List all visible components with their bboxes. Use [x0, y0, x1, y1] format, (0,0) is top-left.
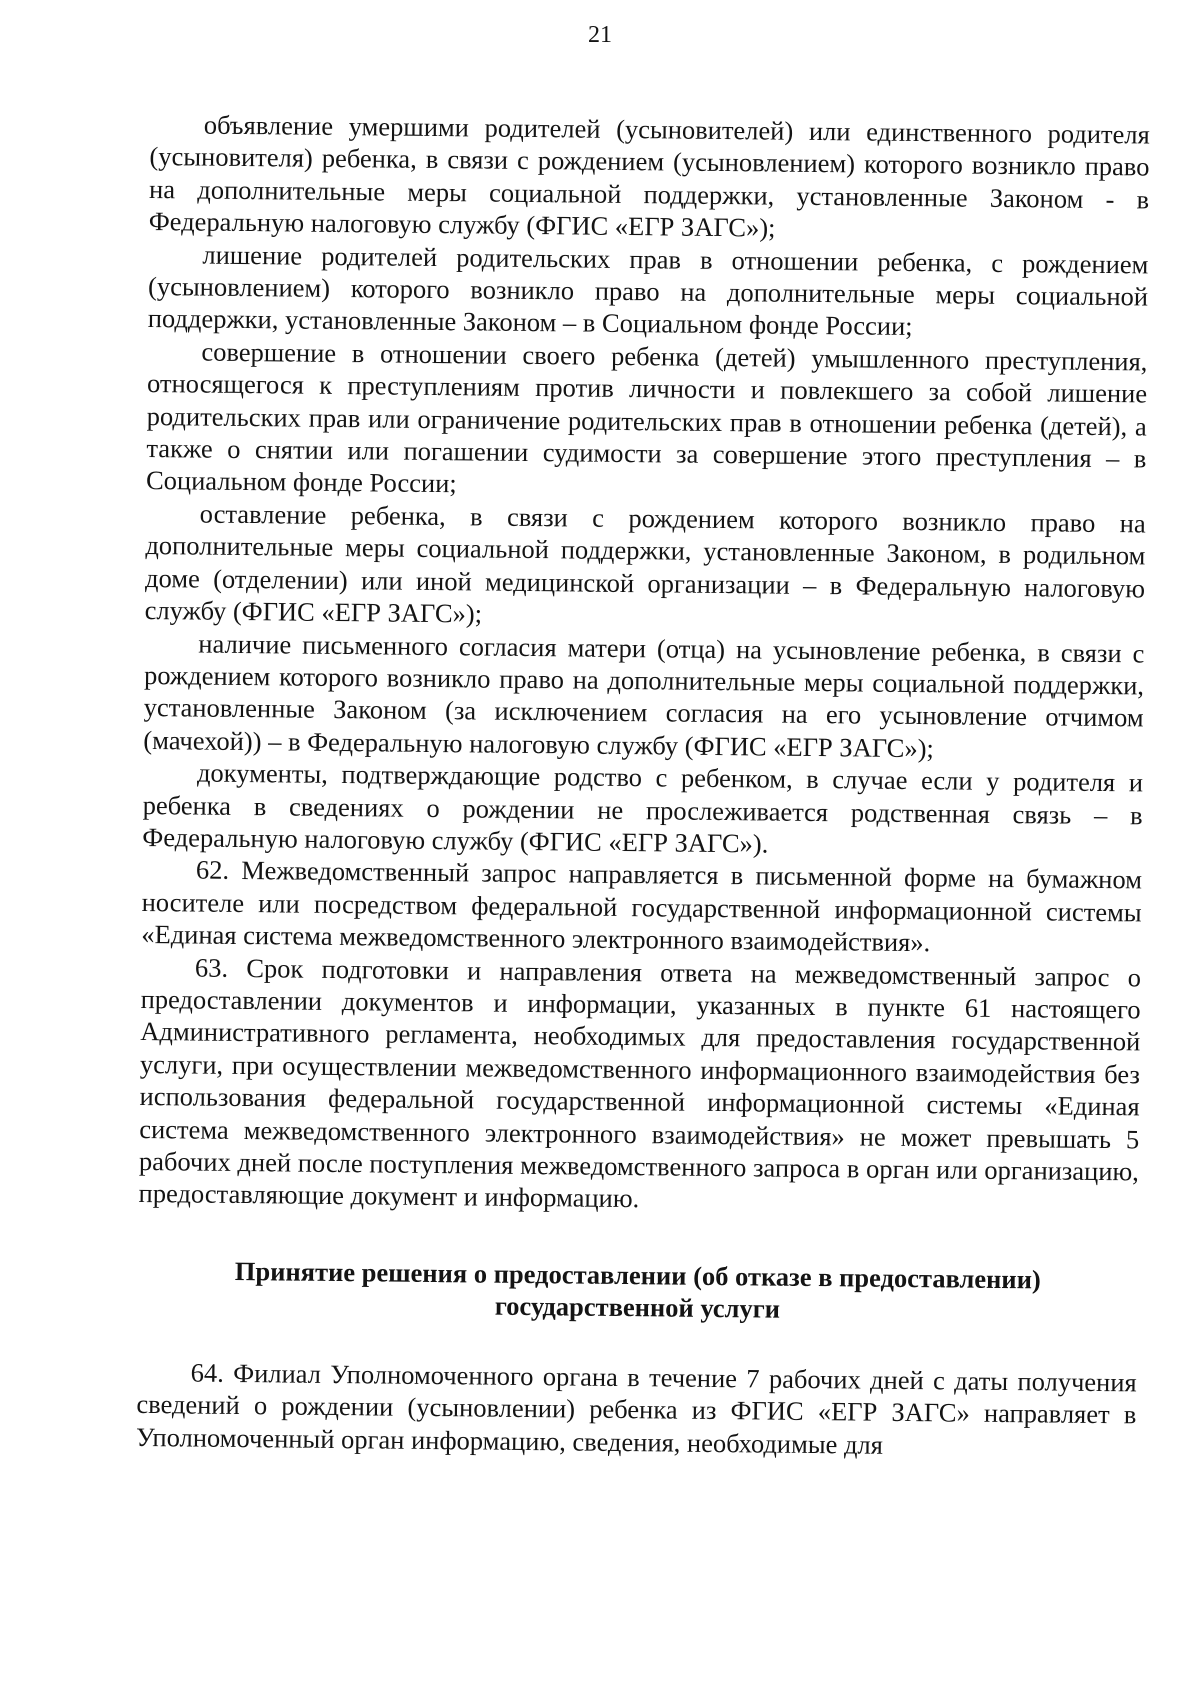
paragraph-deprivation-of-rights: лишение родителей родительских прав в отношении ребенка, с рождением (усыновлением) которого возникло право на дополнительные меры социальной поддержки, установленные Законом – в Социальном фонде России;: [147, 239, 1149, 342]
paragraph-adoption-consent: наличие письменного согласия матери (отца) на усыновление ребенка, в связи с рождением которого возникло право на дополнительные меры социальной поддержки, установленные Законом (за исключением согласия на его усыновление отчимом (мачехой)) – в Федеральную налоговую службу (ФГИС «ЕГР ЗАГС»);: [143, 628, 1145, 763]
paragraph-63: 63. Срок подготовки и направления ответа на межведомственный запрос о предоставлении документов и информации, указанных в пункте 61 настоящего Административного регламента, необходимых для предоставления государственной услуги, при осуществлении межведомственного информационного взаимодействия без использования федеральной государственной информационной системы «Единая система межведомственного электронного взаимодействия» не может превышать 5 рабочих дней после поступления межведомственного запроса в орган или организацию, предоставляющие документ и информацию.: [138, 952, 1142, 1214]
page-number: 21: [588, 22, 612, 48]
document-body: [136, 108, 1150, 1463]
section-heading: [137, 1254, 1138, 1328]
section-heading-line-1: Принятие решения о предоставлении (об отказе в предоставлении): [234, 1255, 1041, 1295]
section-heading-line-2: государственной услуги: [494, 1290, 781, 1324]
paragraph-crime-against-child: совершение в отношении своего ребенка (детей) умышленного преступления, относящегося к преступлениям против личности и повлекшего за собой лишение родительских прав или ограничение родительских прав в отношении ребенка (детей), а также о снятии или погашении судимости за совершение этого преступления – в Социальном фонде России;: [145, 336, 1148, 499]
paragraph-62: 62. Межведомственный запрос направляется в письменной форме на бумажном носителе или посредством федеральной государственной информационной системы «Единая система межведомственного электронного взаимодействия».: [141, 854, 1143, 958]
paragraph-child-abandonment: оставление ребенка, в связи с рождением которого возникло право на дополнительные меры социальной поддержки, установленные Законом, в родильном доме (отделении) или иной медицинской организации – в Федеральную налоговую службу (ФГИС «ЕГР ЗАГС»);: [144, 498, 1146, 629]
paragraph-kinship-documents: документы, подтверждающие родство с ребенком, в случае если у родителя и ребенка в сведениях о рождении не прослеживается родственная связь – в Федеральную налоговую службу (ФГИС «ЕГР ЗАГС»).: [142, 757, 1144, 859]
paragraph-death-declaration: объявление умершими родителей (усыновителей) или единственного родителя (усыновителя) ребенка, в связи с рождением (усыновлением) которого возникло право на дополнительные меры социальной поддержки, установленные Законом - в Федеральную налоговую службу (ФГИС «ЕГР ЗАГС»);: [148, 109, 1150, 243]
paragraph-64: 64. Филиал Уполномоченного органа в течение 7 рабочих дней с даты получения сведений о рождении (усыновлении) ребенка из ФГИС «ЕГР ЗАГС» направляет в Уполномоченный орган информацию, сведения, необходимые для: [135, 1357, 1137, 1460]
